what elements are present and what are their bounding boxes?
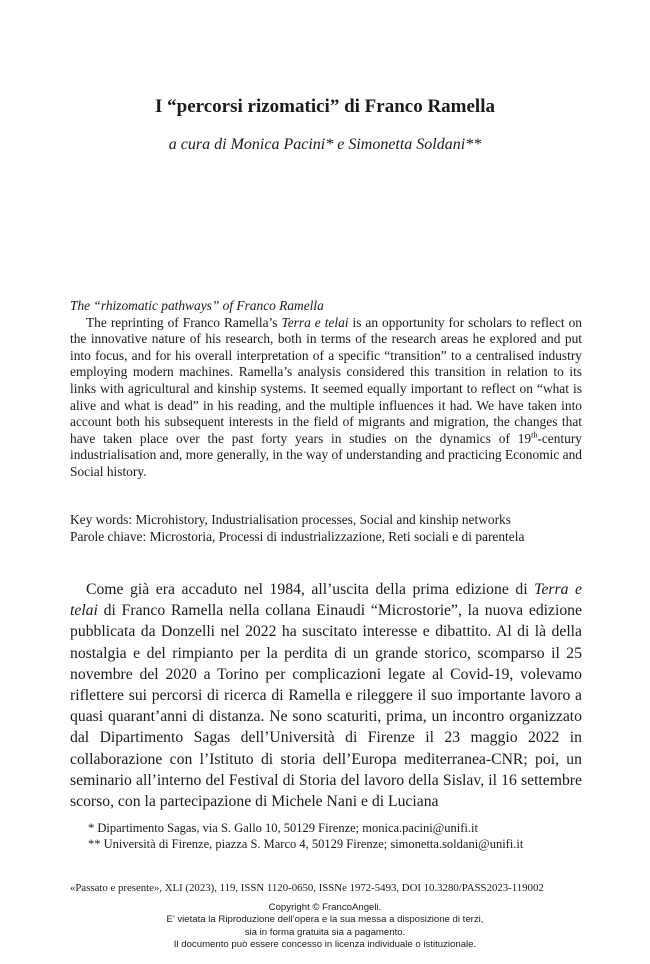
abstract-text: is an opportunity for scholars to reflect on the innovative nature of his research, both in terms of the research areas he explored and put into focus, and for his overall interpretation of a specific “transition” to a centralised industry employing modern machines. Ramella’s analysis considered this transition in relation to its links with agricultural and kinship systems. It seemed equally important to reflect on “what is alive and what is dead” in his reading, and the multiple influences it had. We have taken into account both his subsequent interests in the field of migrants and migration, the changes that have taken place over the past forty years in studies on the dynamics of 19 — [70, 314, 583, 446]
footnote: * Dipartimento Sagas, via S. Gallo 10, 50129 Firenze; monica.pacini@unifi.it — [88, 821, 478, 835]
copyright-notice — [0, 902, 650, 951]
abstract-body — [70, 315, 582, 481]
abstract-title: The “rhizomatic pathways” of Franco Ramella — [70, 298, 324, 313]
article-title: I “percorsi rizomatici” di Franco Ramella — [155, 96, 495, 117]
main-paragraph — [70, 579, 582, 812]
book-title: Terra e telai — [281, 314, 349, 330]
copyright-line: Il documento può essere concesso in licenza individuale o istituzionale. — [173, 938, 477, 950]
keywords-it: Parole chiave: Microstoria, Processi di industrializzazione, Reti sociali e di parentela — [70, 529, 525, 544]
keywords-section — [70, 511, 590, 545]
footnotes — [88, 820, 523, 852]
footnote: ** Università di Firenze, piazza S. Marco 4, 50129 Firenze; simonetta.soldani@unifi.it — [88, 837, 524, 851]
keywords-en: Key words: Microhistory, Industrialisation processes, Social and kinship networks — [70, 512, 511, 527]
copyright-line: Copyright © FrancoAngeli. — [268, 902, 382, 913]
copyright-line: E’ vietata la Riproduzione dell’opera e la sua messa a disposizione di terzi, — [166, 914, 484, 926]
abstract-text: -century industrialisation and, more generally, in the way of understanding and practicing Economic and Social history. — [70, 430, 582, 479]
book-title: Terra e telai — [70, 581, 583, 620]
journal-citation: «Passato e presente», XLI (2023), 119, ISSN 1120-0650, ISSNe 1972-5493, DOI 10.3280/PASS2023-119002 — [70, 882, 544, 894]
abstract-text: The reprinting of Franco Ramella’s — [86, 314, 282, 330]
superscript: th — [531, 430, 538, 440]
body-text: Come già era accaduto nel 1984, all’uscita della prima edizione di — [86, 581, 535, 598]
abstract-section — [70, 298, 582, 481]
body-text: di Franco Ramella nella collana Einaudi “Microstorie”, la nuova edizione pubblicata da Donzelli nel 2022 ha suscitato interesse e dibattito. Al di là della nostalgia e del rimpianto per la perdita di un grande storico, scomparso il 25 novembre del 2020 a Torino per complicazioni legate al Covid-19, volevamo riflettere sui percorsi di ricerca di Ramella e rileggere il suo importante lavoro a quasi quarant’anni di distanza. Ne sono scaturiti, prima, un incontro organizzato dal Dipartimento Sagas dell’Università di Firenze il 23 maggio 2022 in collaborazione con l’Istituto di storia dell’Europa mediterranea-CNR; poi, un seminario all’interno del Festival di Storia del lavoro della Sislav, il 16 settembre scorso, con la partecipazione di Michele Nani e di Luciana — [70, 602, 582, 811]
copyright-line: sia in forma gratuita sia a pagamento. — [244, 926, 406, 938]
article-authors: a cura di Monica Pacini* e Simonetta Soldani** — [168, 136, 482, 153]
